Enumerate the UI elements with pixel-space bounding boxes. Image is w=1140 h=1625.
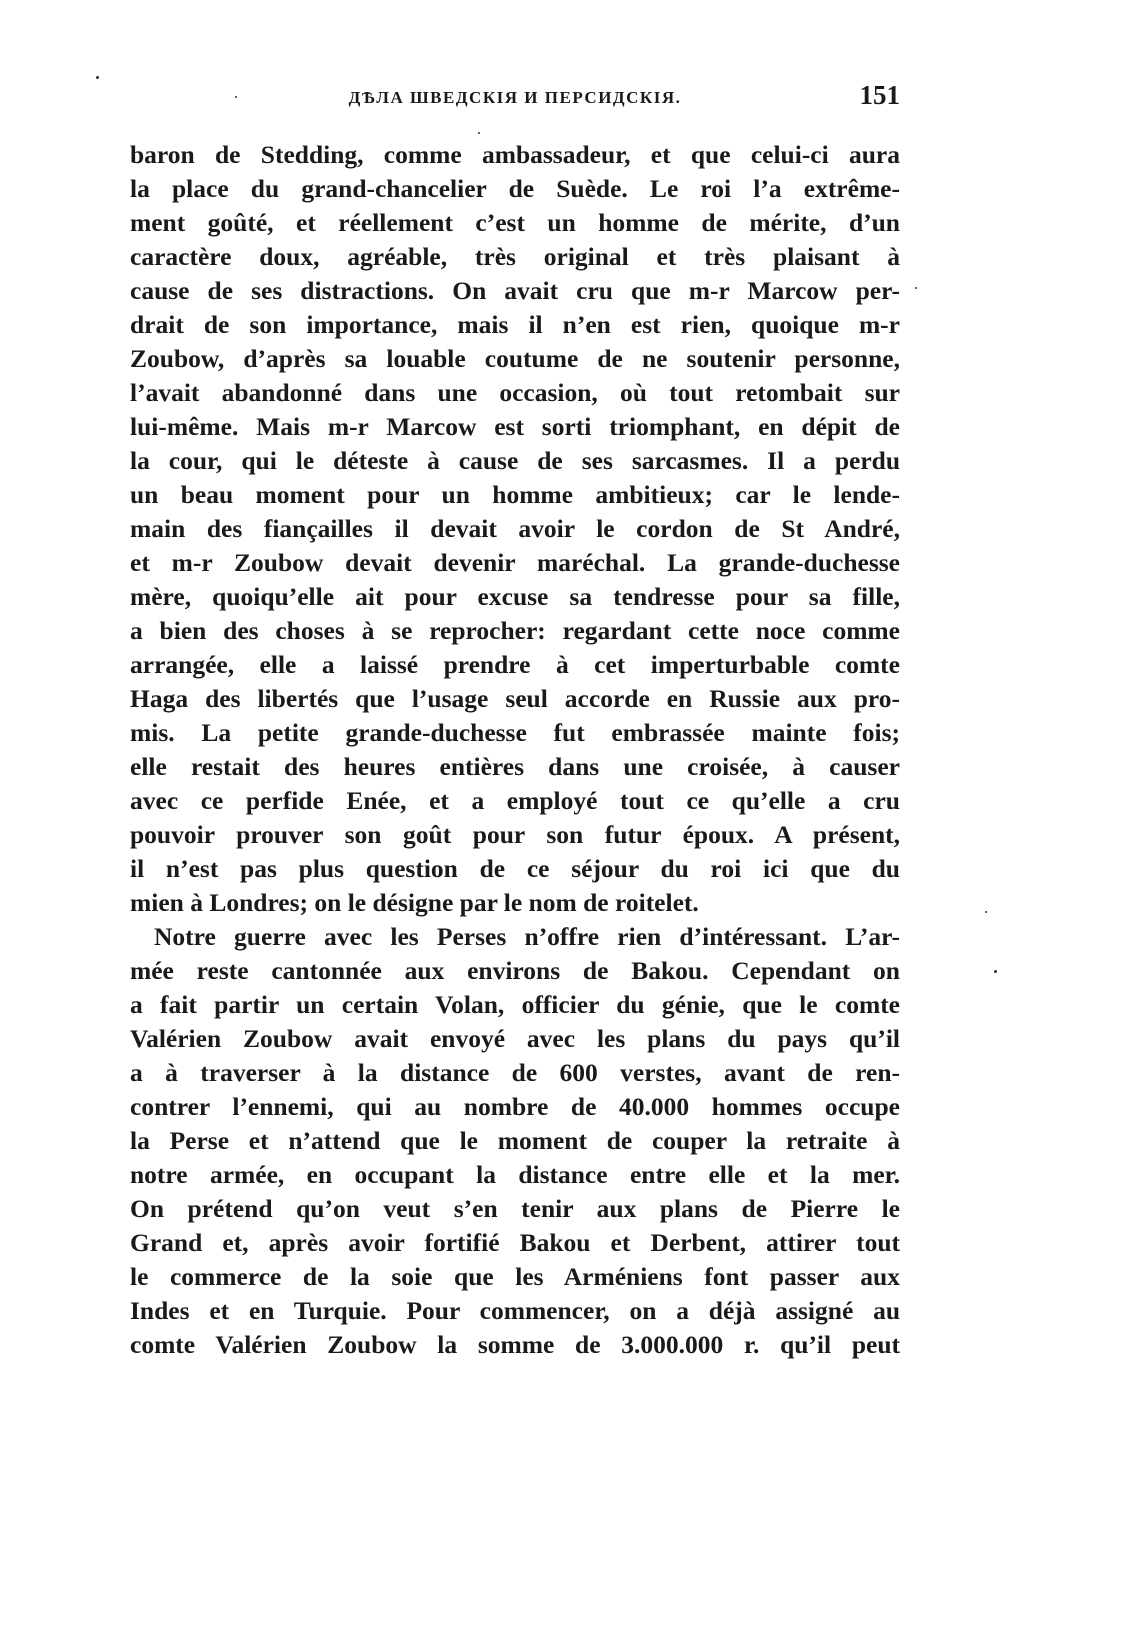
text-line: comte Valérien Zoubow la somme de 3.000.000 r. qu’il peut (130, 1330, 900, 1359)
text-line: a bien des choses à se reprocher: regardant cette noce comme (130, 616, 900, 645)
text-line: lui-même. Mais m-r Marcow est sorti triomphant, en dépit de (130, 412, 900, 441)
text-line: Notre guerre avec les Perses n’offre rien d’intéressant. L’ar- (154, 922, 900, 951)
text-line: a à traverser à la distance de 600 verstes, avant de ren- (130, 1058, 900, 1087)
scan-speck (994, 970, 997, 973)
paragraph-2 (130, 920, 900, 1362)
text-line: a fait partir un certain Volan, officier du génie, que le comte (130, 990, 900, 1019)
text-line: drait de son importance, mais il n’en est rien, quoique m-r (130, 310, 900, 339)
text-line: pouvoir prouver son goût pour son futur époux. A présent, (130, 820, 900, 849)
text-line: baron de Stedding, comme ambassadeur, et que celui-ci aura (130, 140, 900, 169)
running-head (130, 80, 900, 116)
text-line: la Perse et n’attend que le moment de couper la retraite à (130, 1126, 900, 1155)
body-text (130, 138, 900, 1362)
text-line: On prétend qu’on veut s’en tenir aux plans de Pierre le (130, 1194, 900, 1223)
text-line: Zoubow, d’après sa louable coutume de ne soutenir personne, (130, 344, 900, 373)
text-line: avec ce perfide Enée, et a employé tout ce qu’elle a cru (130, 786, 900, 815)
scan-speck (478, 132, 480, 134)
text-line: mère, quoiqu’elle ait pour excuse sa tendresse pour sa fille, (130, 582, 900, 611)
text-line: et m-r Zoubow devait devenir maréchal. La grande-duchesse (130, 548, 900, 577)
text-line: Indes et en Turquie. Pour commencer, on a déjà assigné au (130, 1296, 900, 1325)
scan-speck (235, 96, 237, 98)
text-line: Valérien Zoubow avait envoyé avec les plans du pays qu’il (130, 1024, 900, 1053)
text-line: main des fiançailles il devait avoir le cordon de St André, (130, 514, 900, 543)
scan-speck (985, 911, 987, 913)
scan-speck (96, 76, 99, 79)
text-line: mien à Londres; on le désigne par le nom de roitelet. (130, 888, 699, 917)
text-line: cause de ses distractions. On avait cru que m-r Marcow per- (130, 276, 900, 305)
running-title: ДѢЛА ШВЕДСКІЯ И ПЕРСИДСКІЯ. (348, 88, 682, 107)
text-line: notre armée, en occupant la distance entre elle et la mer. (130, 1160, 900, 1189)
paragraph-1 (130, 138, 900, 920)
text-line: contrer l’ennemi, qui au nombre de 40.000 hommes occupe (130, 1092, 900, 1121)
text-line: un beau moment pour un homme ambitieux; car le lende- (130, 480, 900, 509)
text-line: mis. La petite grande-duchesse fut embrassée mainte fois; (130, 718, 900, 747)
text-line: caractère doux, agréable, très original et très plaisant à (130, 242, 900, 271)
text-line: Grand et, après avoir fortifié Bakou et Derbent, attirer tout (130, 1228, 900, 1257)
text-line: la cour, qui le déteste à cause de ses sarcasmes. Il a perdu (130, 446, 900, 475)
text-line: elle restait des heures entières dans une croisée, à causer (130, 752, 900, 781)
text-line: la place du grand-chancelier de Suède. Le roi l’a extrême- (130, 174, 900, 203)
text-line: arrangée, elle a laissé prendre à cet imperturbable comte (130, 650, 900, 679)
scan-speck (915, 287, 917, 289)
text-line: l’avait abandonné dans une occasion, où tout retombait sur (130, 378, 900, 407)
text-line: il n’est pas plus question de ce séjour du roi ici que du (130, 854, 900, 883)
text-line: le commerce de la soie que les Arméniens font passer aux (130, 1262, 900, 1291)
text-line: Haga des libertés que l’usage seul accorde en Russie aux pro- (130, 684, 900, 713)
text-line: ment goûté, et réellement c’est un homme de mérite, d’un (130, 208, 900, 237)
page-number: 151 (859, 80, 900, 110)
text-line: mée reste cantonnée aux environs de Bakou. Cependant on (130, 956, 900, 985)
